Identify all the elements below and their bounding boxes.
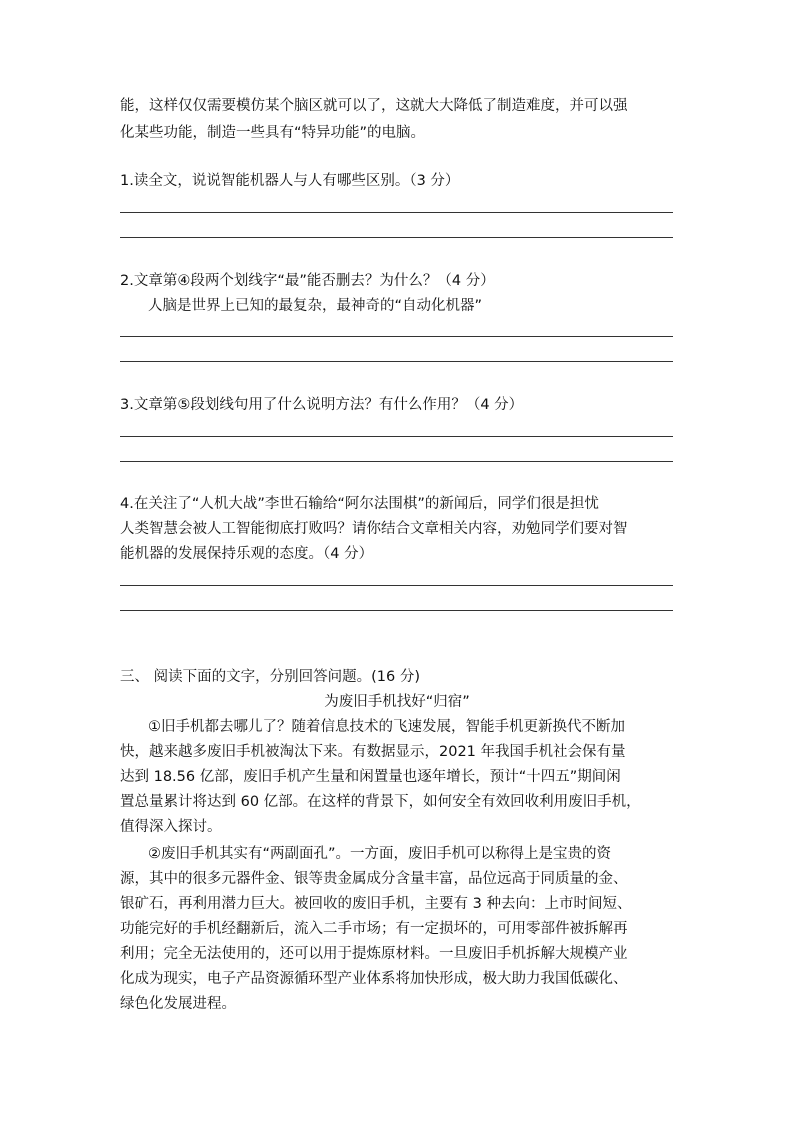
intro-line-1: 能，这样仅仅需要模仿某个脑区就可以了，这就大大降低了制造难度，并可以强 <box>120 98 628 114</box>
intro-line-2: 化某些功能，制造一些具有“特异功能”的电脑。 <box>120 125 426 141</box>
para1-line-4: 置总量累计将达到 60 亿部。在这样的背景下，如何安全有效回收利用废旧手机， <box>120 794 641 810</box>
section-heading: 三、 阅读下面的文字，分别回答问题。(16 分) <box>120 669 420 685</box>
para1-line-2: 快，越来越多废旧手机被淘汰下来。有数据显示，2021 年我国手机社会保有量 <box>120 744 626 760</box>
answer-line <box>120 436 673 437</box>
para1-line-3: 达到 18.56 亿部，废旧手机产生量和闲置量也逐年增长，预计“十四五”期间闲 <box>120 769 621 785</box>
article-title: 为废旧手机找好“归宿” <box>324 694 470 710</box>
answer-line <box>120 336 673 337</box>
para2-line-6: 化成为现实，电子产品资源循环型产业体系将加快形成，极大助力我国低碳化、 <box>120 971 628 987</box>
para2-line-7: 绿色化发展进程。 <box>120 996 236 1012</box>
answer-line <box>120 361 673 362</box>
para2-line-4: 功能完好的手机经翻新后，流入二手市场；有一定损坏的，可用零部件被拆解再 <box>120 921 628 937</box>
answer-line <box>120 610 673 611</box>
answer-line <box>120 461 673 462</box>
question-4-line-2: 人类智慧会被人工智能彻底打败吗？请你结合文章相关内容，劝勉同学们要对智 <box>120 521 628 537</box>
answer-line <box>120 212 673 213</box>
para2-line-3: 银矿石，再利用潜力巨大。被回收的废旧手机，主要有 3 种去向：上市时间短、 <box>120 896 632 912</box>
para1-line-5: 值得深入探讨。 <box>120 819 222 835</box>
question-2-quote: 人脑是世界上已知的最复杂，最神奇的“自动化机器” <box>148 298 483 314</box>
question-4-line-1: 4.在关注了“人机大战”李世石输给“阿尔法围棋”的新闻后，同学们很是担忧 <box>120 496 599 512</box>
answer-line <box>120 237 673 238</box>
answer-line <box>120 585 673 586</box>
para2-line-1: ②废旧手机其实有“两副面孔”。一方面，废旧手机可以称得上是宝贵的资 <box>148 846 612 862</box>
para2-line-5: 利用；完全无法使用的，还可以用于提炼原材料。一旦废旧手机拆解大规模产业 <box>120 946 628 962</box>
question-2: 2.文章第④段两个划线字“最”能否删去？为什么？（4 分） <box>120 273 495 289</box>
question-4-line-3: 能机器的发展保持乐观的态度。（4 分） <box>120 546 374 562</box>
question-3: 3.文章第⑤段划线句用了什么说明方法？有什么作用？（4 分） <box>120 397 524 413</box>
question-1: 1.读全文，说说智能机器人与人有哪些区别。（3 分） <box>120 173 460 189</box>
para2-line-2: 源，其中的很多元器件金、银等贵金属成分含量丰富，品位远高于同质量的金、 <box>120 871 628 887</box>
para1-line-1: ①旧手机都去哪儿了？随着信息技术的飞速发展，智能手机更新换代不断加 <box>148 719 625 735</box>
